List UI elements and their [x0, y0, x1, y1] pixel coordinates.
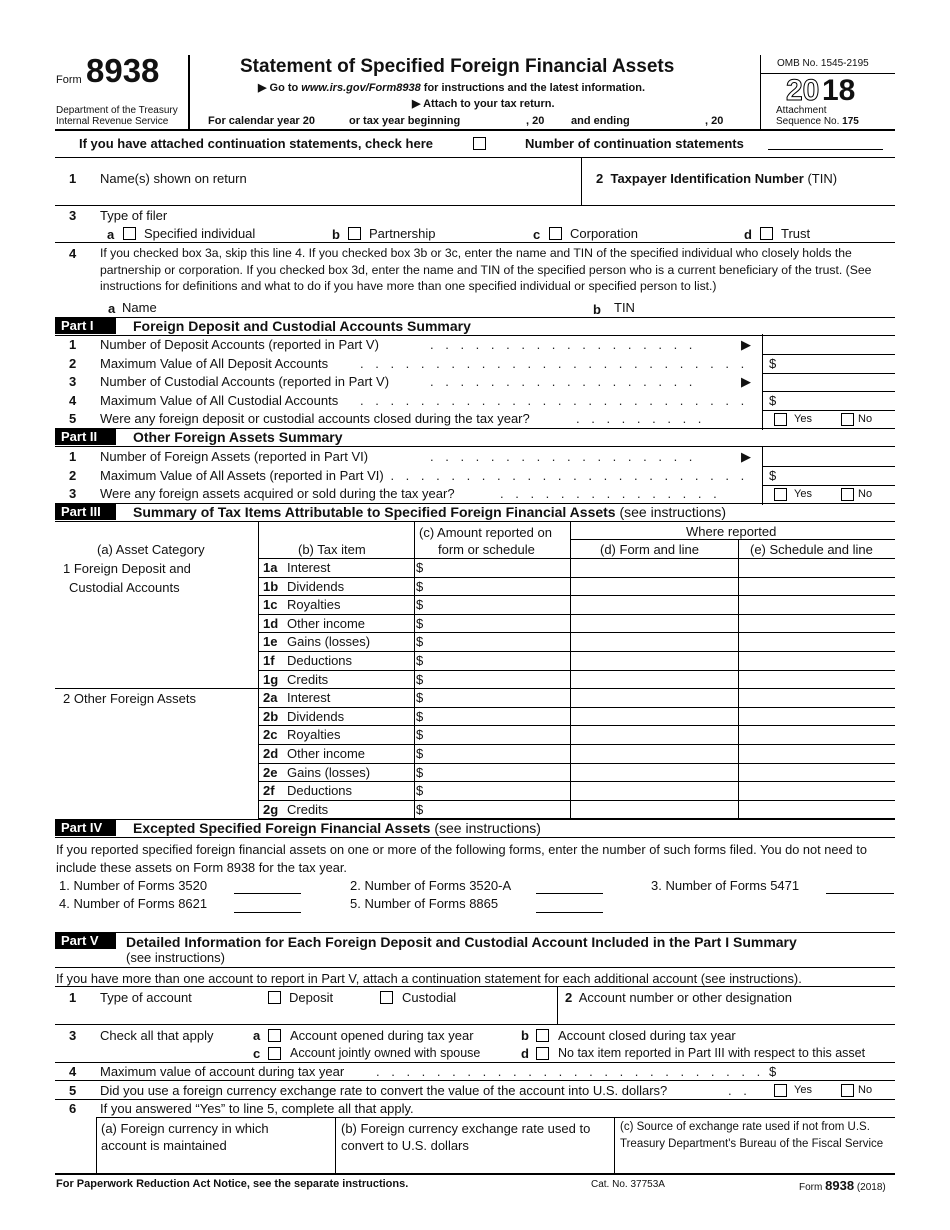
part3-col-e-header: (e) Schedule and line [750, 542, 873, 557]
sequence-label: Sequence No. 175 [776, 116, 859, 127]
part1-line2-number: 2 [69, 356, 77, 371]
tax-item-2e-code: 2e [263, 765, 278, 780]
part3-col-c-header-1: (c) Amount reported on [419, 525, 552, 540]
part2-line1-field[interactable] [762, 466, 895, 467]
part5-line2-label: 2 Account number or other designation [565, 990, 792, 1005]
part1-line1-label: Number of Deposit Accounts (reported in Part V) [100, 337, 379, 352]
part1-line5-yes-checkbox[interactable] [774, 413, 787, 426]
tax-item-1g-row-line [258, 688, 895, 689]
part2-line2-dollar: $ [769, 468, 777, 483]
line2-tin-label: 2 Taxpayer Identification Number (TIN) [596, 171, 838, 186]
attach-note: ▶ Attach to your tax return. [412, 98, 555, 110]
line4-number: 4 [69, 246, 77, 261]
filer-option-b-letter: b [332, 227, 340, 242]
tax-item-2g-label: Credits [287, 802, 329, 817]
department: Department of the Treasury [56, 105, 178, 116]
comma-20-a: , 20 [526, 115, 545, 127]
line1-number: 1 [69, 171, 77, 186]
part5-line4-leader: . . . . . . . . . . . . . . . . . . . . . . . . . . [376, 1064, 765, 1079]
year-bold: 18 [822, 74, 856, 107]
irs-name: Internal Revenue Service [56, 116, 169, 127]
no-tax-item-label: No tax item reported in Part III with respect to this asset [558, 1046, 866, 1060]
part1-line5-leader: . . . . . . . . . [576, 411, 706, 426]
tax-item-1a-code: 1a [263, 560, 278, 575]
part1-line3-leader: . . . . . . . . . . . . . . . . . . [430, 374, 697, 389]
tax-year-beginning-label: or tax year beginning [349, 115, 461, 127]
part2-line3-no-checkbox[interactable] [841, 488, 854, 501]
line4b-label: TIN [614, 300, 635, 315]
part1-line4-leader: . . . . . . . . . . . . . . . . . . . . . . . . . . [360, 393, 749, 408]
filer-option-b-checkbox[interactable] [348, 227, 361, 240]
part3-tag: Part III [55, 504, 116, 520]
part2-tag: Part II [55, 429, 116, 445]
attachment-label: Attachment [776, 105, 827, 116]
tax-item-2b-row-line [258, 725, 895, 726]
filer-option-d-checkbox[interactable] [760, 227, 773, 240]
jointly-owned-checkbox[interactable] [268, 1047, 281, 1060]
part1-line1-number: 1 [69, 337, 77, 352]
tax-item-1c-row-line [258, 614, 895, 615]
account-closed-label: Account closed during tax year [558, 1028, 736, 1043]
tax-item-2d-label: Other income [287, 746, 366, 761]
form-title: Statement of Specified Foreign Financial Assets [240, 56, 675, 77]
part3-title: Summary of Tax Items Attributable to Specified Foreign Financial Assets (see instructions) [133, 504, 727, 520]
account-closed-checkbox[interactable] [536, 1029, 549, 1042]
tax-item-2d-dollar: $ [416, 746, 424, 761]
form-word: Form [56, 74, 82, 86]
tax-item-2e-dollar: $ [416, 765, 424, 780]
tax-item-2g-code: 2g [263, 802, 279, 817]
part3-col-d-header: (d) Form and line [600, 542, 699, 557]
part5-line5-label: Did you use a foreign currency exchange rate to convert the value of the account into U.S. dollars? [100, 1083, 668, 1098]
part4-item-1: 1. Number of Forms 3520 [59, 878, 208, 893]
continuation-count-label: Number of continuation statements [525, 136, 744, 151]
tax-item-1f-code: 1f [263, 653, 275, 668]
tax-item-2a-code: 2a [263, 690, 278, 705]
part4-item-4-field[interactable] [234, 912, 301, 913]
part5-line5-yes-checkbox[interactable] [774, 1084, 787, 1097]
part5-line3-label: Check all that apply [100, 1028, 214, 1043]
part4-item-3-field[interactable] [826, 893, 894, 894]
part1-tag: Part I [55, 318, 116, 334]
tax-item-2c-label: Royalties [287, 727, 341, 742]
line3-number: 3 [69, 208, 77, 223]
line3a-letter: a [253, 1028, 261, 1043]
part1-line5-label: Were any foreign deposit or custodial accounts closed during the tax year? [100, 411, 530, 426]
account-opened-checkbox[interactable] [268, 1029, 281, 1042]
tax-item-1a-row-line [258, 577, 895, 578]
part1-line4-field[interactable] [762, 410, 895, 411]
tax-item-1b-label: Dividends [287, 579, 345, 594]
part1-line4-number: 4 [69, 393, 77, 408]
part2-line2-label: Maximum Value of All Assets (reported in Part VI) [100, 468, 384, 483]
tax-item-1g-dollar: $ [416, 672, 424, 687]
comma-20-b: , 20 [705, 115, 724, 127]
line6b-header-2: convert to U.S. dollars [341, 1138, 469, 1153]
part2-line3-no-label: No [858, 488, 873, 500]
part1-line2-dollar: $ [769, 356, 777, 371]
part4-item-5-field[interactable] [536, 912, 603, 913]
tax-item-2c-code: 2c [263, 727, 278, 742]
part5-line5-no-label: No [858, 1084, 873, 1096]
part1-line4-label: Maximum Value of All Custodial Accounts [100, 393, 339, 408]
tax-item-1c-code: 1c [263, 597, 278, 612]
tax-item-2b-dollar: $ [416, 709, 424, 724]
tax-item-2c-row-line [258, 744, 895, 745]
form-number: 8938 [86, 52, 160, 89]
part2-amount-column [762, 446, 763, 505]
part1-line5-number: 5 [69, 411, 77, 426]
tax-item-2b-label: Dividends [287, 709, 345, 724]
part4-tag: Part IV [55, 820, 116, 836]
filer-option-b-label: Partnership [369, 226, 436, 241]
part1-line5-no-checkbox[interactable] [841, 413, 854, 426]
part5-line6-label: If you answered “Yes” to line 5, complete all that apply. [100, 1101, 414, 1116]
part2-line1-leader: . . . . . . . . . . . . . . . . . . [430, 449, 697, 464]
part1-line3-field[interactable] [762, 391, 895, 392]
part2-line3-label: Were any foreign assets acquired or sold during the tax year? [100, 486, 455, 501]
line4a-letter: a [108, 301, 116, 316]
tax-item-2f-row-line [258, 800, 895, 801]
and-ending-label: and ending [571, 115, 630, 127]
part5-line5-leader: . . [728, 1083, 751, 1098]
calendar-year-label: For calendar year 20 [208, 115, 316, 127]
tax-item-2a-label: Interest [287, 690, 331, 705]
part1-line2-field[interactable] [762, 373, 895, 374]
paperwork-notice: For Paperwork Reduction Act Notice, see the separate instructions. [56, 1178, 409, 1190]
line6a-header-1: (a) Foreign currency in which [101, 1121, 269, 1136]
part4-item-2: 2. Number of Forms 3520-A [350, 878, 512, 893]
line4a-label: Name [122, 300, 157, 315]
tax-item-1g-label: Credits [287, 672, 329, 687]
part4-item-2-field[interactable] [536, 893, 603, 894]
tax-item-1f-dollar: $ [416, 653, 424, 668]
tax-item-1c-dollar: $ [416, 597, 424, 612]
part1-amount-column [762, 334, 763, 430]
deposit-checkbox[interactable] [268, 991, 281, 1004]
part1-line5-no-label: No [858, 413, 873, 425]
part3-category-1-line2: Custodial Accounts [69, 580, 180, 595]
tax-item-1d-dollar: $ [416, 616, 424, 631]
continuation-count-field[interactable] [768, 149, 883, 150]
part5-line5-number: 5 [69, 1083, 77, 1098]
part4-item-1-field[interactable] [234, 893, 301, 894]
custodial-checkbox[interactable] [380, 991, 393, 1004]
part1-line3-number: 3 [69, 374, 77, 389]
account-opened-label: Account opened during tax year [290, 1028, 474, 1043]
part5-line4-number: 4 [69, 1064, 77, 1079]
part5-line4-label: Maximum value of account during tax year [100, 1064, 345, 1079]
line3c-letter: c [253, 1046, 261, 1061]
part3-category-1-line1: 1 Foreign Deposit and [63, 561, 191, 576]
tax-item-1c-label: Royalties [287, 597, 341, 612]
tax-item-1f-label: Deductions [287, 653, 353, 668]
goto-instructions: ▶ Go to www.irs.gov/Form8938 for instructions and the latest information. [258, 82, 646, 94]
part3-col-b-header: (b) Tax item [298, 542, 366, 557]
filer-option-a-label: Specified individual [144, 226, 256, 241]
part4-intro: If you reported specified foreign financial assets on one or more of the following forms, enter the number of such forms filed. You do not need to include these assets on Form 8938 for the tax year. [56, 842, 867, 875]
part2-title: Other Foreign Assets Summary [133, 429, 343, 445]
part5-line1-label: Type of account [100, 990, 192, 1005]
jointly-owned-label: Account jointly owned with spouse [290, 1046, 481, 1060]
tax-item-1e-code: 1e [263, 634, 278, 649]
tax-item-2e-label: Gains (losses) [287, 765, 371, 780]
line6b-header-1: (b) Foreign currency exchange rate used to [341, 1121, 591, 1136]
part5-title-suffix: (see instructions) [126, 950, 225, 965]
tax-item-1e-row-line [258, 651, 895, 652]
filer-option-a-letter: a [107, 227, 115, 242]
part1-title: Foreign Deposit and Custodial Accounts Summary [133, 318, 471, 334]
part3-category-2: 2 Other Foreign Assets [63, 691, 196, 706]
tax-item-2a-dollar: $ [416, 690, 424, 705]
part3-col-c-header-2: form or schedule [438, 542, 535, 557]
custodial-label: Custodial [402, 990, 457, 1005]
part2-line1-label: Number of Foreign Assets (reported in Part VI) [100, 449, 369, 464]
line4-instructions: If you checked box 3a, skip this line 4. If you checked box 3b or 3c, enter the name and TIN of the specified individual who closely holds the partnership or corporation. If you checked box 3d, enter the name and TIN of the specified person who is a current beneficiary of the trust. (See instructions for definitions and what to do if you have more than one specified individual or specified person to list.) [100, 246, 872, 293]
deposit-label: Deposit [289, 990, 334, 1005]
tax-item-2e-row-line [258, 781, 895, 782]
tax-item-1e-label: Gains (losses) [287, 634, 371, 649]
tax-item-1e-dollar: $ [416, 634, 424, 649]
part5-line3-number: 3 [69, 1028, 77, 1043]
tax-item-2b-code: 2b [263, 709, 279, 724]
tax-item-2f-dollar: $ [416, 783, 424, 798]
line3-label: Type of filer [100, 208, 168, 223]
tax-item-1a-dollar: $ [416, 560, 424, 575]
line6c-header-2: Treasury Department's Bureau of the Fiscal Service [620, 1138, 884, 1150]
part1-line2-label: Maximum Value of All Deposit Accounts [100, 356, 329, 371]
tax-item-1a-label: Interest [287, 560, 331, 575]
part4-title: Excepted Specified Foreign Financial Assets (see instructions) [133, 820, 541, 836]
part5-tag: Part V [55, 933, 116, 949]
filer-option-d-label: Trust [781, 226, 811, 241]
part3-col-a-header: (a) Asset Category [97, 542, 205, 557]
part2-line3-number: 3 [69, 486, 77, 501]
part2-line2-field[interactable] [762, 485, 895, 486]
part1-line1-field[interactable] [762, 354, 895, 355]
tax-item-2a-row-line [258, 707, 895, 708]
part1-line3-label: Number of Custodial Accounts (reported in Part V) [100, 374, 390, 389]
tax-item-1f-row-line [258, 670, 895, 671]
filer-option-c-letter: c [533, 227, 541, 242]
tax-item-1g-code: 1g [263, 672, 279, 687]
part1-line3-arrow: ▶ [741, 374, 751, 389]
year-outline: 20 [786, 74, 820, 107]
omb-number: OMB No. 1545-2195 [777, 58, 869, 69]
line6a-header-2: account is maintained [101, 1138, 227, 1153]
part1-line1-leader: . . . . . . . . . . . . . . . . . . [430, 337, 697, 352]
tax-item-1d-code: 1d [263, 616, 279, 631]
part2-line3-leader: . . . . . . . . . . . . . . . [500, 486, 721, 501]
line4b-letter: b [593, 302, 601, 317]
part5-line5-yes-label: Yes [794, 1084, 812, 1096]
line6c-header-1: (c) Source of exchange rate used if not from U.S. [620, 1121, 870, 1133]
footer-form-id: Form 8938 (2018) [799, 1178, 886, 1193]
part4-item-4: 4. Number of Forms 8621 [59, 896, 208, 911]
part2-line2-leader: . . . . . . . . . . . . . . . . . . . . . . . . . . [360, 468, 749, 483]
part2-line2-number: 2 [69, 468, 77, 483]
part4-item-3: 3. Number of Forms 5471 [651, 878, 800, 893]
filer-option-c-label: Corporation [570, 226, 638, 241]
part1-line4-dollar: $ [769, 393, 777, 408]
part2-line1-number: 1 [69, 449, 77, 464]
tax-item-1b-dollar: $ [416, 579, 424, 594]
tax-item-2f-code: 2f [263, 783, 275, 798]
tax-item-2f-label: Deductions [287, 783, 353, 798]
part5-intro: If you have more than one account to report in Part V, attach a continuation statement for each additional account (see instructions). [56, 971, 802, 986]
line1-label: Name(s) shown on return [100, 171, 247, 186]
tax-item-1b-code: 1b [263, 579, 279, 594]
continuation-checkbox[interactable] [473, 137, 486, 150]
part2-line3-yes-checkbox[interactable] [774, 488, 787, 501]
tax-item-2d-row-line [258, 763, 895, 764]
tax-item-2c-dollar: $ [416, 727, 424, 742]
part5-line1-number: 1 [69, 990, 77, 1005]
part1-line2-leader: . . . . . . . . . . . . . . . . . . . . . . . . . . [360, 356, 749, 371]
no-tax-item-checkbox[interactable] [536, 1047, 549, 1060]
filer-option-d-letter: d [744, 227, 752, 242]
tax-item-1d-row-line [258, 632, 895, 633]
tax-item-1d-label: Other income [287, 616, 366, 631]
catalog-number: Cat. No. 37753A [591, 1179, 665, 1190]
tax-item-1b-row-line [258, 595, 895, 596]
part4-item-5: 5. Number of Forms 8865 [350, 896, 499, 911]
continuation-check-label: If you have attached continuation statements, check here [79, 136, 433, 151]
line3b-letter: b [521, 1028, 529, 1043]
part1-line1-arrow: ▶ [741, 337, 751, 352]
part3-where-reported: Where reported [686, 524, 777, 539]
tax-item-2d-code: 2d [263, 746, 279, 761]
part2-line1-arrow: ▶ [741, 449, 751, 464]
part5-line6-number: 6 [69, 1101, 77, 1116]
part2-line3-yes-label: Yes [794, 488, 812, 500]
part5-line4-dollar: $ [769, 1064, 777, 1079]
line3d-letter: d [521, 1046, 529, 1061]
tax-item-2g-dollar: $ [416, 802, 424, 817]
part5-line5-no-checkbox[interactable] [841, 1084, 854, 1097]
part5-title: Detailed Information for Each Foreign Deposit and Custodial Account Included in the Part I Summary [126, 934, 797, 950]
filer-option-a-checkbox[interactable] [123, 227, 136, 240]
part1-line5-yes-label: Yes [794, 413, 812, 425]
filer-option-c-checkbox[interactable] [549, 227, 562, 240]
